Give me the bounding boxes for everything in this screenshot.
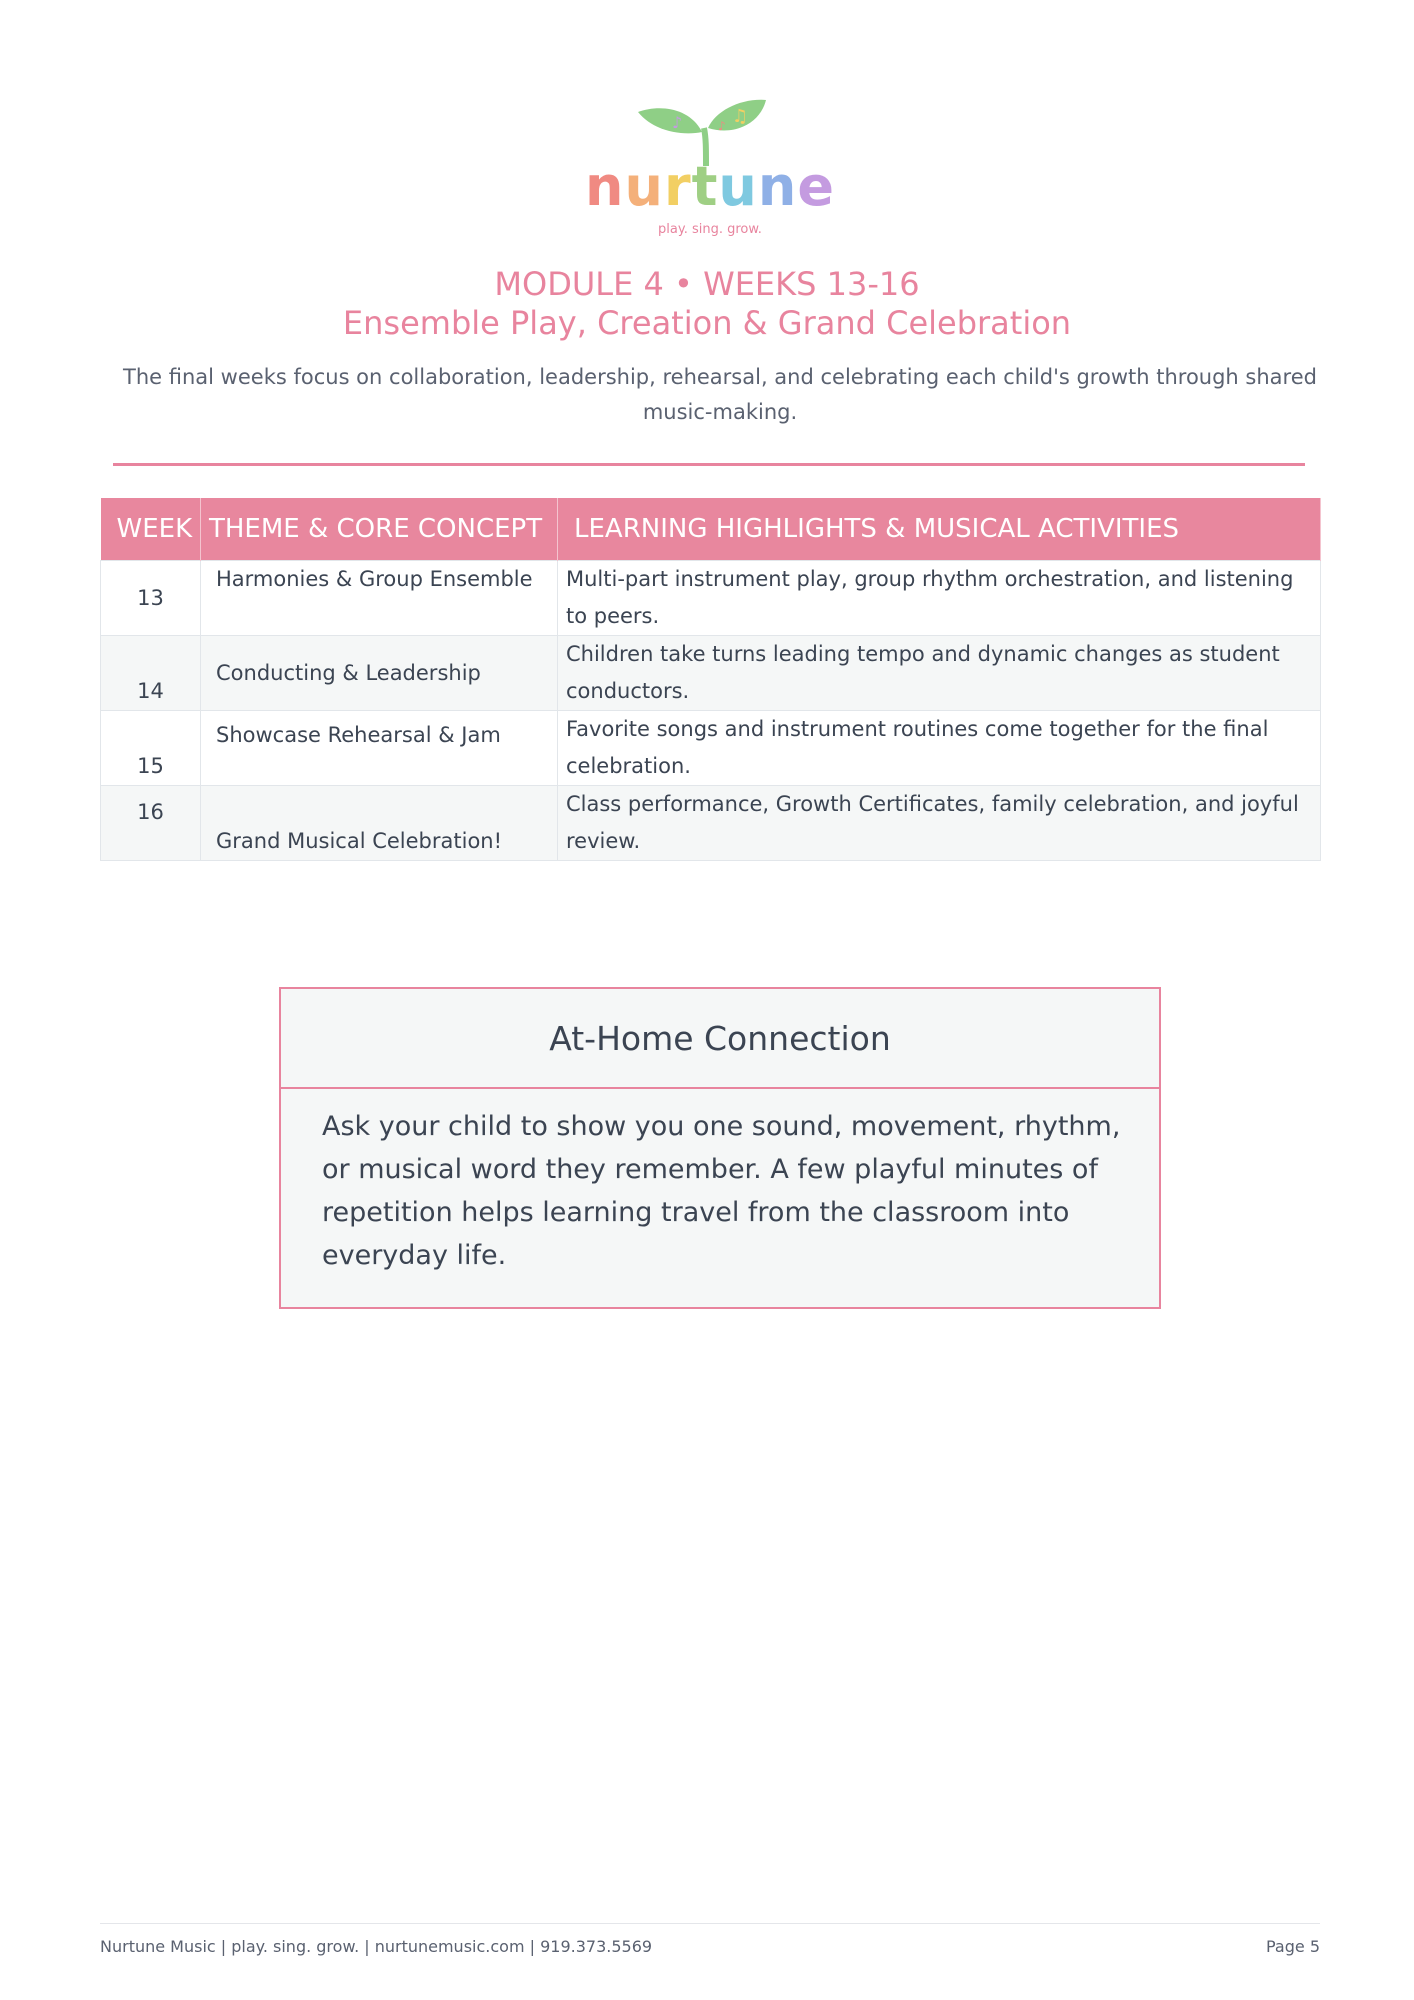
theme-cell: Conducting & Leadership [201,636,558,711]
wordmark-letter: u [624,155,664,218]
table-row [101,636,1321,711]
callout-body: Ask your child to show you one sound, movement, rhythm, or musical word they remember. A few playful minutes of repetition helps learning travel from the classroom into everyday life. [322,1111,1121,1271]
module-intro: The final weeks focus on collaboration, leadership, rehearsal, and celebrating each child's growth through shared music-making. [123,365,1317,424]
column-header-highlights: LEARNING HIGHLIGHTS & MUSICAL ACTIVITIES [558,498,1321,561]
theme-cell: Harmonies & Group Ensemble [201,561,558,636]
column-header-theme: THEME & CORE CONCEPT [201,498,558,561]
svg-text:♪: ♪ [718,119,726,133]
footer-contact: Nurtune Music | play. sing. grow. | nurtunemusic.com | 919.373.5569 [100,1937,653,1956]
wordmark-letter: n [585,155,625,218]
footer-divider [100,1923,1320,1924]
callout-title: At-Home Connection [281,989,1159,1089]
module-subtitle: Ensemble Play, Creation & Grand Celebration [342,304,1072,342]
theme-cell: Grand Musical Celebration! [201,786,558,861]
week-number: 16 [101,786,201,861]
wordmark-letter: r [663,155,692,218]
week-number: 13 [101,561,201,636]
page-number: Page 5 [1266,1937,1320,1956]
wordmark-letter: t [691,155,719,218]
wordmark-letter: u [718,155,758,218]
section-divider [113,463,1305,466]
highlights-cell: Favorite songs and instrument routines come together for the final celebration. [558,711,1321,786]
svg-text:♫: ♫ [732,106,749,127]
table-row [101,711,1321,786]
week-number: 15 [101,711,201,786]
highlights-cell: Children take turns leading tempo and dynamic changes as student conductors. [558,636,1321,711]
brand-logo [580,98,840,248]
table-row [101,561,1321,636]
theme-cell: Showcase Rehearsal & Jam [201,711,558,786]
wordmark-letter: e [797,155,835,218]
svg-text:♪: ♪ [672,113,683,132]
table-row [101,786,1321,861]
brand-wordmark [580,155,840,218]
week-number: 14 [101,636,201,711]
module-title: MODULE 4 • WEEKS 13-16 [494,265,920,303]
weekly-schedule-table [100,498,1321,861]
highlights-cell: Class performance, Growth Certificates, family celebration, and joyful review. [558,786,1321,861]
column-header-week: WEEK [101,498,201,561]
wordmark-letter: n [757,155,798,218]
table-header-row [101,498,1321,561]
at-home-connection-box [279,987,1161,1309]
highlights-cell: Multi-part instrument play, group rhythm orchestration, and listening to peers. [558,561,1321,636]
brand-tagline: play. sing. grow. [658,222,762,237]
